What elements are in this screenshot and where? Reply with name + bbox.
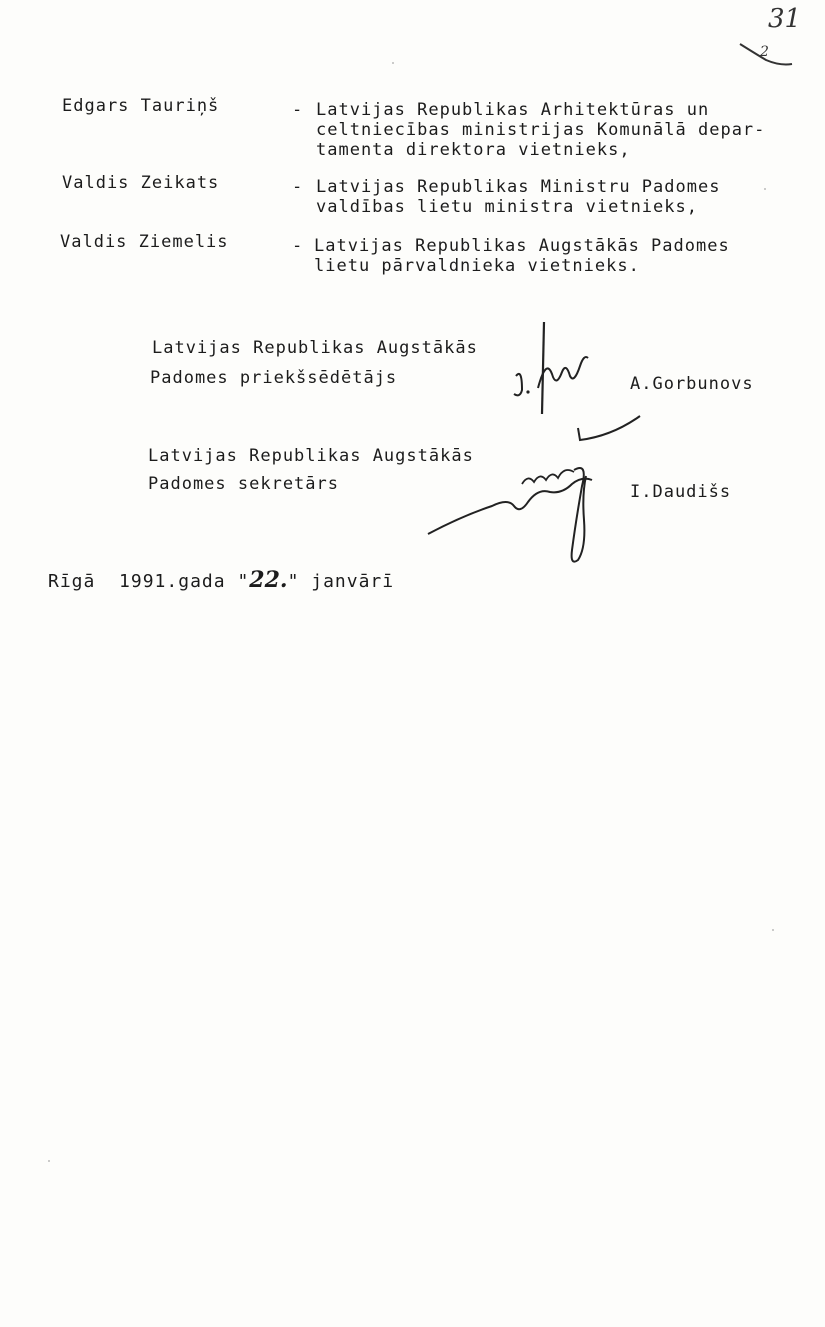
member-name: Edgars Tauriņš xyxy=(62,96,220,116)
member-dash: - xyxy=(292,236,304,256)
date-year: 1991.gada xyxy=(119,571,226,592)
signatory-title-line: Latvijas Republikas Augstākās xyxy=(152,338,478,358)
date-line xyxy=(48,567,395,593)
signatory-title-line: Padomes sekretārs xyxy=(148,474,339,494)
member-role-line: valdības lietu ministra vietnieks, xyxy=(316,197,698,217)
signatory-name: I.Daudišs xyxy=(630,482,732,502)
member-name: Valdis Zeikats xyxy=(62,173,220,193)
signatory-name: A.Gorbunovs xyxy=(630,374,754,394)
member-role-line: tamenta direktora vietnieks, xyxy=(316,140,631,160)
paper-speck xyxy=(764,188,766,190)
paper-speck xyxy=(48,1160,50,1162)
member-role-line: Latvijas Republikas Augstākās Padomes xyxy=(314,236,730,256)
paper-speck xyxy=(772,929,774,931)
date-day-handwritten: 22. xyxy=(249,567,288,593)
member-name: Valdis Ziemelis xyxy=(60,232,229,252)
member-role-line: lietu pārvaldnieka vietnieks. xyxy=(314,256,640,276)
archive-number: 31 xyxy=(768,4,802,34)
signature-gorbunovs xyxy=(508,318,598,418)
member-dash: - xyxy=(292,100,304,120)
page-number: 2 xyxy=(760,44,769,60)
member-role-line: Latvijas Republikas Ministru Padomes xyxy=(316,177,721,197)
member-dash: - xyxy=(292,177,304,197)
date-month: janvārī xyxy=(311,571,395,592)
signatory-title-line: Padomes priekšsēdētājs xyxy=(150,368,398,388)
member-role-line: celtniecības ministrijas Komunālā depar- xyxy=(316,120,766,140)
signatory-title-line: Latvijas Republikas Augstākās xyxy=(148,446,474,466)
member-role-line: Latvijas Republikas Arhitektūras un xyxy=(316,100,710,120)
date-place: Rīgā xyxy=(48,571,96,592)
paper-speck xyxy=(392,62,394,64)
date-quote-open: " xyxy=(237,571,250,592)
date-quote-close: " xyxy=(287,571,300,592)
signature-daudiss xyxy=(422,410,652,570)
